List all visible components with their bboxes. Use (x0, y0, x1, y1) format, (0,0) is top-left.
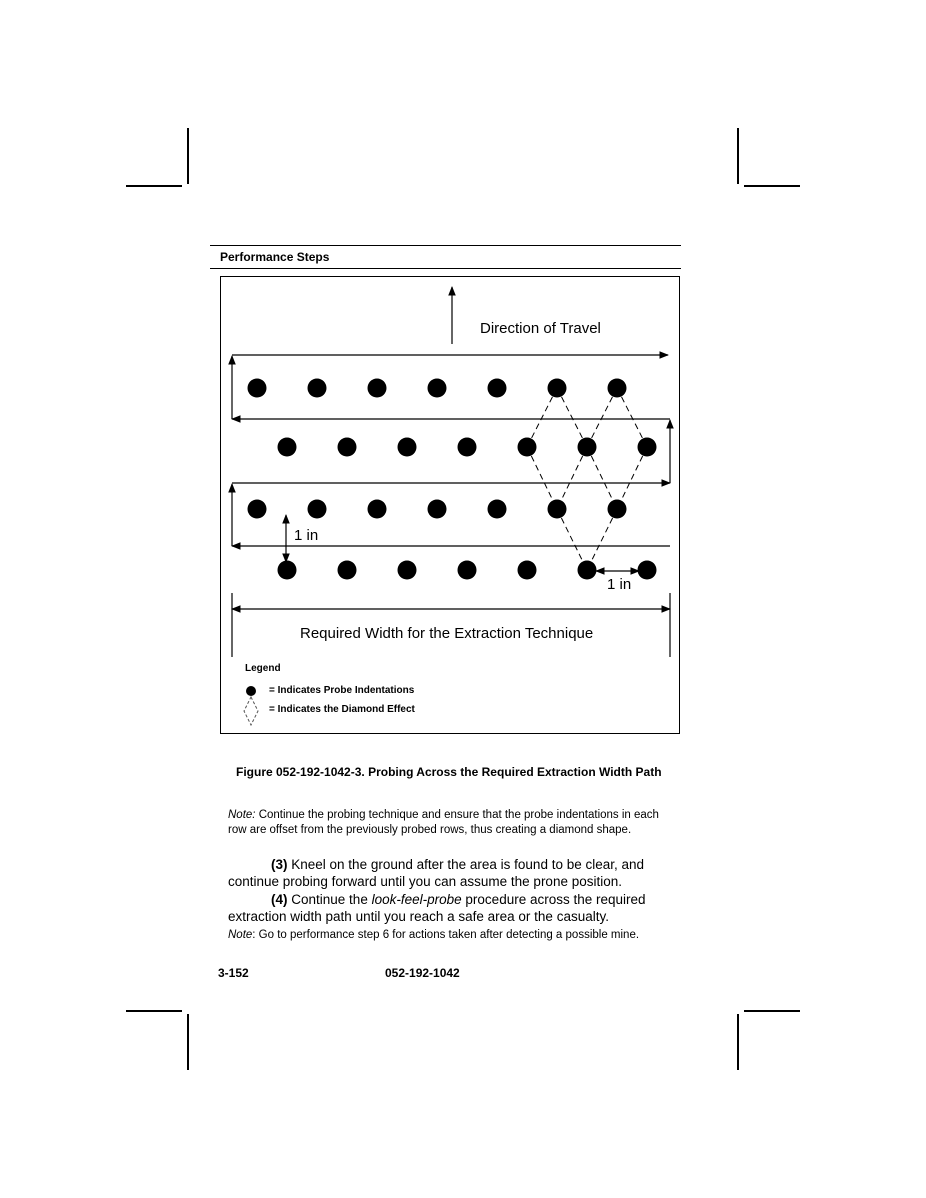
probe-indentation (278, 561, 297, 580)
legend-probe-symbol (246, 686, 256, 696)
diamond-effect-line (587, 388, 617, 447)
direction-of-travel-label: Direction of Travel (480, 320, 601, 337)
header-rule-top (210, 245, 681, 246)
crop-mark (187, 1014, 189, 1070)
step-4-text-italic: look-feel-probe (371, 892, 462, 907)
crop-mark (737, 128, 739, 184)
crop-mark (737, 1014, 739, 1070)
diamond-effect-line (617, 447, 647, 509)
probe-indentation (638, 438, 657, 457)
crop-mark (187, 128, 189, 184)
probing-figure (220, 276, 680, 734)
probe-indentation (458, 561, 477, 580)
probe-indentation (398, 438, 417, 457)
probe-indentation (608, 379, 627, 398)
probe-indentation (248, 379, 267, 398)
diamond-effect-line (557, 509, 587, 570)
task-number: 052-192-1042 (385, 966, 460, 980)
step-4 (228, 891, 668, 925)
crop-mark (126, 185, 182, 187)
header-rule-bottom (210, 268, 681, 269)
crop-mark (744, 1010, 800, 1012)
vertical-spacing-label: 1 in (294, 527, 319, 544)
legend-probe-text: = Indicates Probe Indentations (269, 685, 415, 696)
probe-indentation (548, 500, 567, 519)
crop-mark (126, 1010, 182, 1012)
note-text: Continue the probing technique and ensure that the probe indentations in each row are offset from the previously probed rows, thus creating a diamond shape. (228, 809, 659, 836)
probe-indentation (248, 500, 267, 519)
probe-indentation (578, 438, 597, 457)
probe-indentation (548, 379, 567, 398)
diamond-effect-line (557, 388, 587, 447)
diamond-effect-line (617, 388, 647, 447)
probe-indentation (428, 379, 447, 398)
diamond-effect-line (587, 447, 617, 509)
note-text: : Go to performance step 6 for actions taken after detecting a possible mine. (252, 929, 640, 941)
probe-indentation (608, 500, 627, 519)
legend-title: Legend (245, 663, 281, 674)
probing-diagram (221, 277, 679, 733)
probe-indentation (458, 438, 477, 457)
probe-indentation (518, 561, 537, 580)
probe-indentation (368, 500, 387, 519)
legend-diamond-symbol (244, 697, 258, 725)
probe-indentation (518, 438, 537, 457)
probe-indentation (638, 561, 657, 580)
step-3-text: Kneel on the ground after the area is found to be clear, and continue probing forward until you can assume the prone position. (228, 857, 645, 889)
probe-indentation (488, 500, 507, 519)
step-3 (228, 856, 668, 890)
diamond-effect-line (587, 509, 617, 570)
probe-indentation (428, 500, 447, 519)
probe-indentation (308, 379, 327, 398)
required-width-label: Required Width for the Extraction Technique (300, 625, 594, 642)
note-label: Note: (228, 809, 256, 821)
probe-indentation (488, 379, 507, 398)
probe-indentation (398, 561, 417, 580)
diamond-effect-line (527, 447, 557, 509)
figure-caption: Figure 052-192-1042-3. Probing Across the Required Extraction Width Path (236, 765, 662, 779)
probe-indentation (338, 438, 357, 457)
horizontal-spacing-label: 1 in (607, 576, 632, 593)
diamond-effect-line (527, 388, 557, 447)
note-label: Note (228, 929, 253, 941)
probe-indentation (338, 561, 357, 580)
note-performance-step-6 (228, 928, 668, 943)
crop-mark (744, 185, 800, 187)
probe-indentation (308, 500, 327, 519)
probe-indentation (278, 438, 297, 457)
step-4-text-before: Continue the (291, 892, 368, 907)
step-3-number: (3) (271, 857, 288, 872)
probe-indentation (368, 379, 387, 398)
legend-diamond-text: = Indicates the Diamond Effect (269, 704, 415, 715)
step-4-number: (4) (271, 892, 288, 907)
note-probing-offset (228, 808, 668, 838)
section-title: Performance Steps (220, 250, 330, 264)
page-number: 3-152 (218, 966, 249, 980)
diamond-effect-line (557, 447, 587, 509)
step-4-text-after: procedure across the required extraction width path until you reach a safe area or the casualty. (228, 892, 646, 924)
probe-indentation (578, 561, 597, 580)
